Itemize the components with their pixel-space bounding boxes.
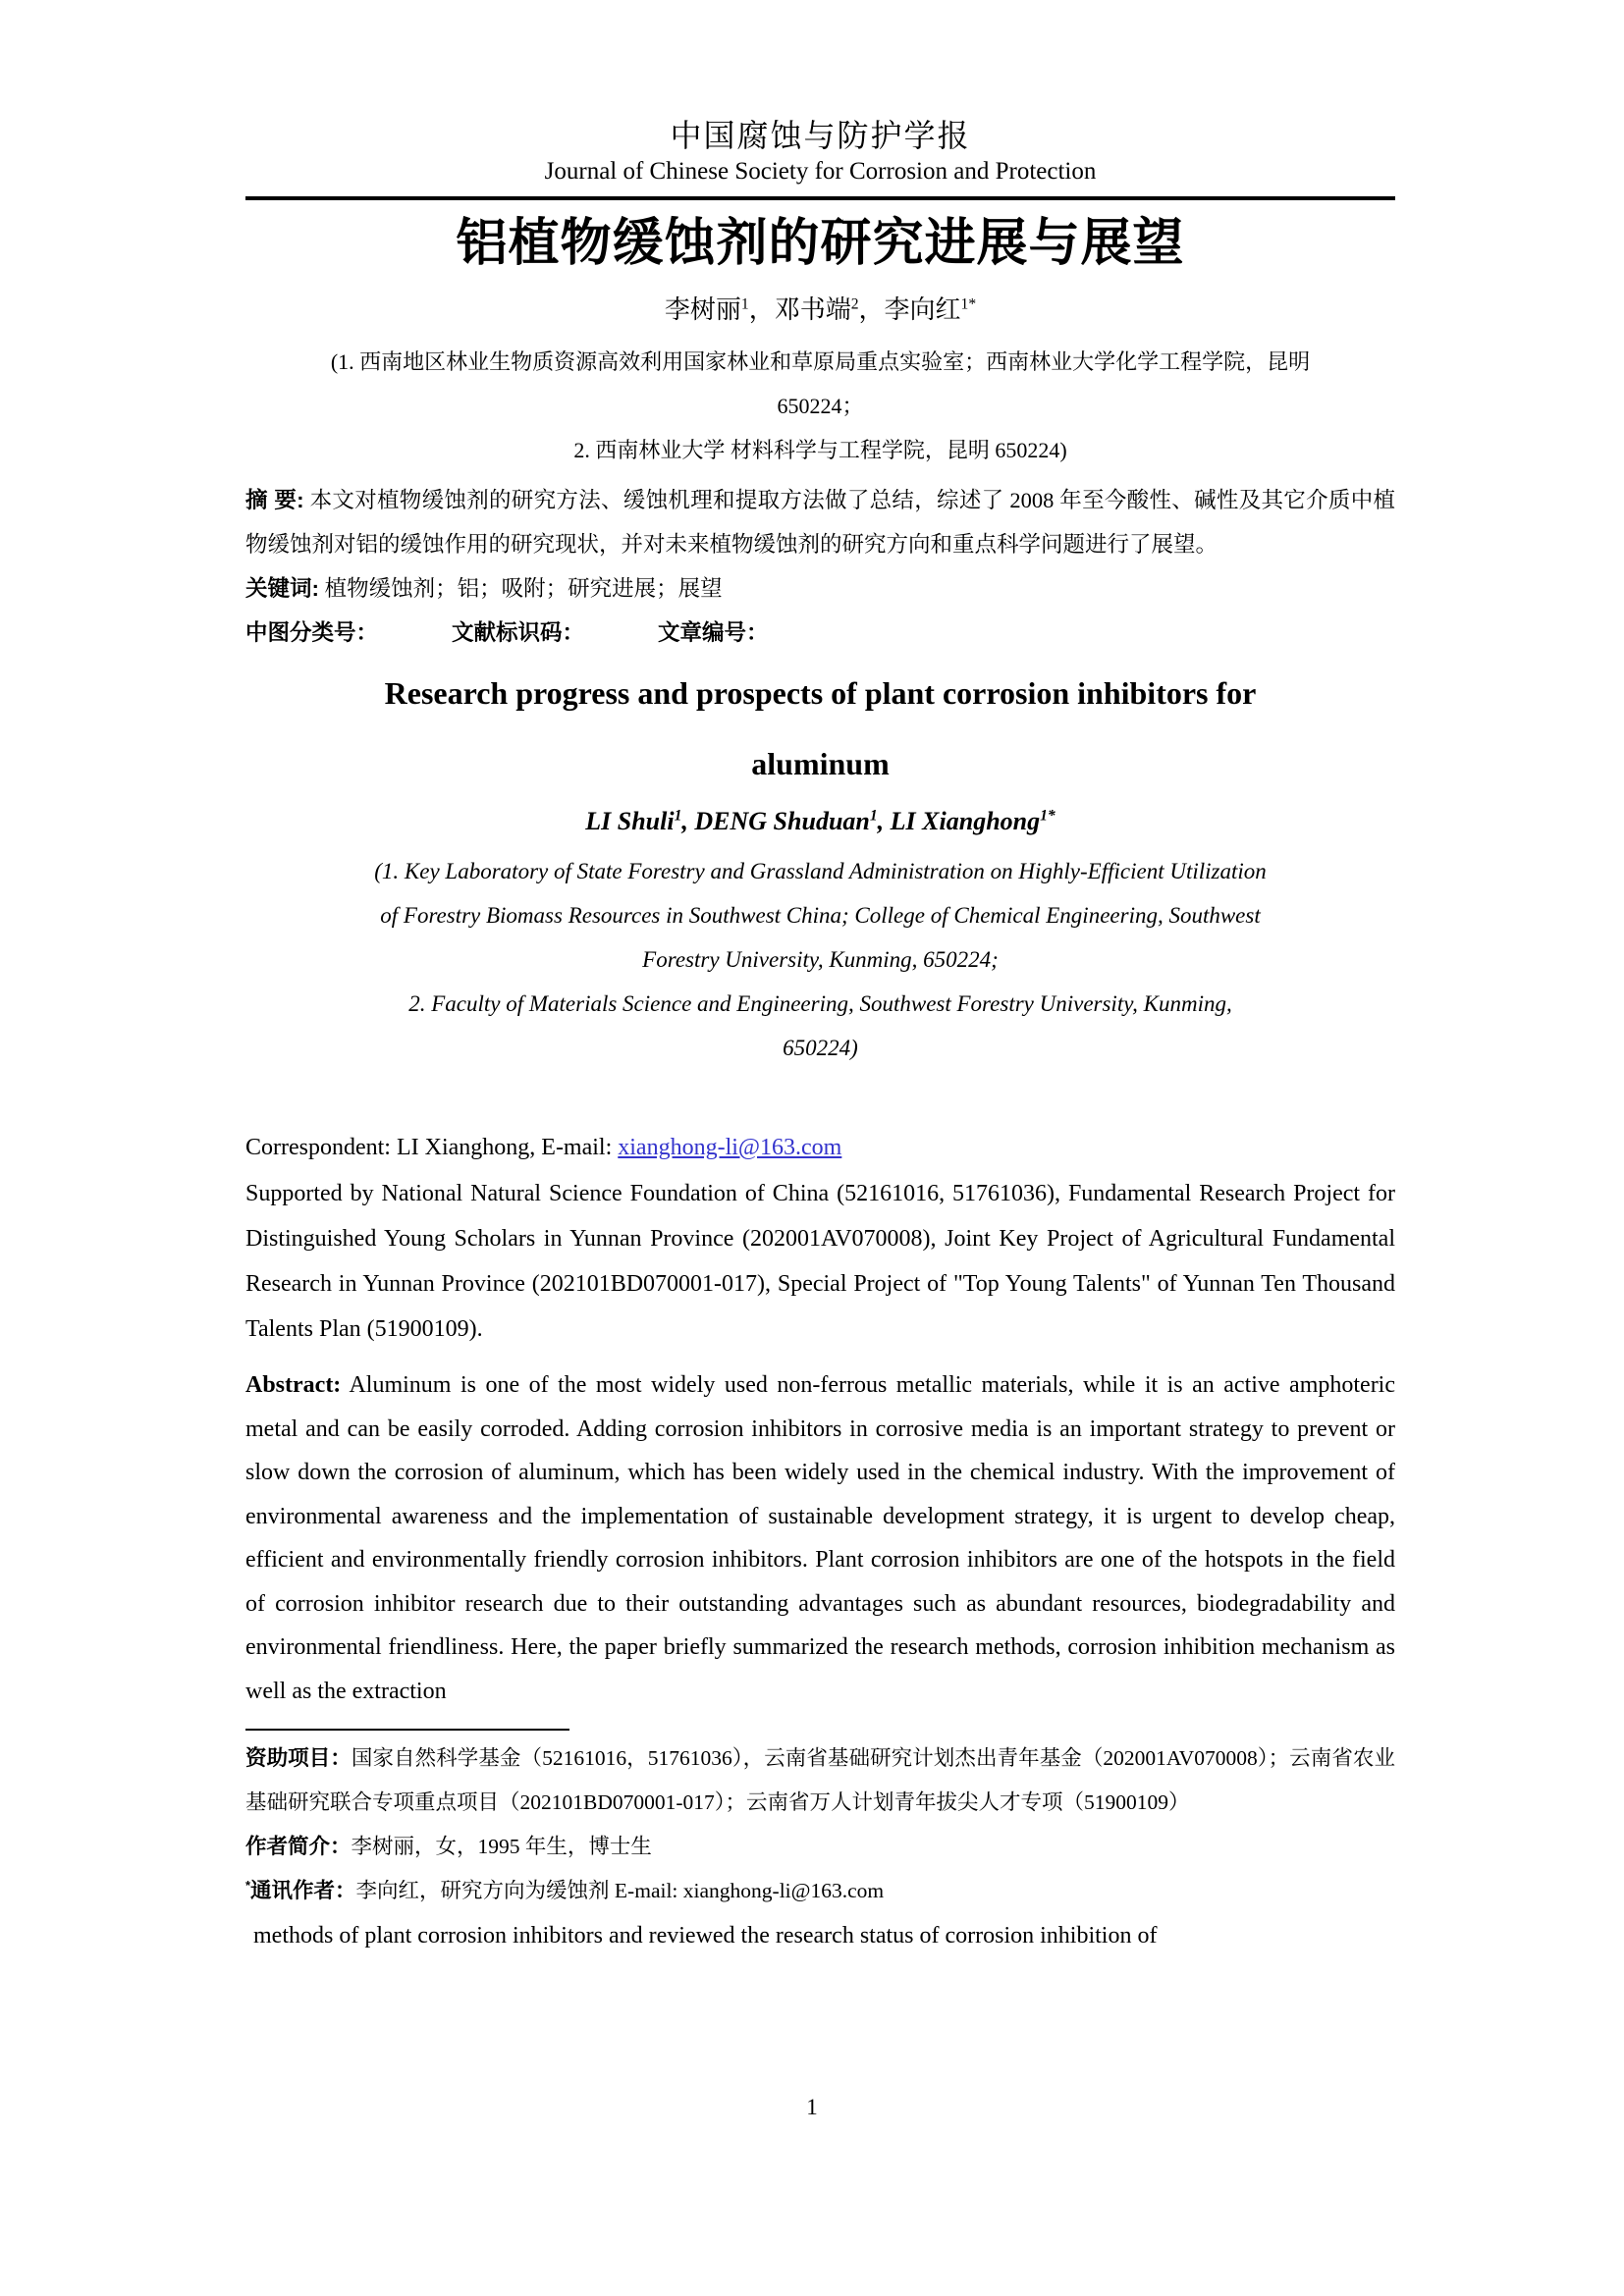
affiliation-cn-line: 650224；: [777, 394, 864, 418]
corresponding-author-asterisk: *: [245, 1877, 251, 1893]
abstract-cn-label: 摘 要:: [245, 488, 304, 512]
abstract-cn: [245, 478, 1395, 566]
article-title-cn: 铝植物缓蚀剂的研究进展与展望: [456, 215, 1185, 272]
keywords-cn: [245, 566, 1395, 611]
journal-title-cn: 中国腐蚀与防护学报: [670, 118, 971, 153]
document-code-label: 文献标识码：: [452, 620, 585, 645]
author-cn-superscript: 1: [740, 295, 749, 313]
header-rule: [245, 196, 1395, 200]
author-cn-superscript: 1*: [960, 295, 977, 313]
journal-title-en: Journal of Chinese Society for Corrosion and Protection: [544, 158, 1097, 185]
article-title-en-line2: aluminum: [751, 746, 890, 781]
correspondent-text: Correspondent: LI Xianghong, E-mail:: [245, 1135, 619, 1160]
corresponding-author-note: [245, 1869, 1395, 1913]
author-en-name: , DENG Shuduan: [681, 807, 870, 835]
affiliation-cn-line: 2. 西南林业大学 材料科学与工程学院，昆明 650224): [573, 438, 1067, 462]
abstract-cn-text: 本文对植物缓蚀剂的研究方法、缓蚀机理和提取方法做了总结，综述了 2008 年至今酸性、碱性及其它介质中植物缓蚀剂对铝的缓蚀作用的研究现状，并对未来植物缓蚀剂的研究方向和重点科学问题进行了展望。: [245, 488, 1396, 557]
affiliation-en-line: (1. Key Laboratory of State Forestry and Grassland Administration on Highly-Efficient Utilization: [374, 859, 1267, 883]
author-cn-superscript: 2: [850, 295, 859, 313]
funding-label: 资助项目：: [245, 1746, 352, 1770]
author-en-superscript: 1: [869, 807, 878, 825]
affiliation-en-line: 650224): [783, 1036, 858, 1060]
author-en-superscript: 1*: [1040, 807, 1056, 825]
footnote-separator: [245, 1729, 569, 1731]
author-bio-note: [245, 1825, 1395, 1869]
funding-text: 国家自然科学基金（52161016，51761036），云南省基础研究计划杰出青年基金（202001AV070008）；云南省农业基础研究联合专项重点项目（202101BD070001-017）；云南省万人计划青年拔尖人才专项（51900109）: [245, 1746, 1395, 1814]
author-bio-text: 李树丽，女，1995 年生，博士生: [351, 1835, 652, 1858]
author-bio-label: 作者简介：: [245, 1835, 352, 1858]
abstract-en-label: Abstract:: [245, 1372, 342, 1398]
keywords-text: 植物缓蚀剂；铝；吸附；研究进展；展望: [324, 576, 723, 601]
author-cn-name: ，李向红: [858, 295, 961, 324]
affiliations-cn: [245, 340, 1395, 472]
correspondent-line: [245, 1125, 1395, 1171]
affiliations-en: [245, 849, 1395, 1070]
author-cn-name: ，邓书端: [748, 295, 851, 324]
abstract-en-continuation: methods of plant corrosion inhibitors and reviewed the research status of corrosion inhibition of: [253, 1923, 1158, 1949]
authors-cn: [245, 291, 1395, 330]
affiliation-en-line: Forestry University, Kunming, 650224;: [642, 947, 999, 972]
author-cn-name: 李树丽: [664, 295, 741, 324]
keywords-label: 关键词:: [245, 576, 319, 601]
funding-note: [245, 1736, 1395, 1825]
article-id-label: 文章编号：: [658, 620, 769, 645]
clc-number-label: 中图分类号：: [245, 620, 379, 645]
supported-by-text: Supported by National Natural Science Foundation of China (52161016, 51761036), Fundamental Research Project for Distinguished Young Scholars in Yunnan Province (202001AV070008), Joint Key Project of Agricultural Fundamental Research in Yunnan Province (202101BD070001-017), Special Project of "Top Young Talents" of Yunnan Ten Thousand Talents Plan (51900109).: [245, 1181, 1395, 1342]
author-en-name: LI Shuli: [585, 807, 675, 835]
footnotes: [245, 1736, 1395, 1913]
page-number: 1: [806, 2095, 818, 2119]
email-link[interactable]: xianghong-li@163.com: [618, 1135, 842, 1160]
corresponding-author-text: 李向红，研究方向为缓蚀剂 E-mail: xianghong-li@163.com: [355, 1879, 885, 1902]
author-en-superscript: 1: [674, 807, 682, 825]
affiliation-en-line: of Forestry Biomass Resources in Southwest China; College of Chemical Engineering, Southwest: [380, 903, 1261, 928]
affiliation-en-line: 2. Faculty of Materials Science and Engineering, Southwest Forestry University, Kunming,: [408, 991, 1232, 1016]
corresponding-author-label: 通讯作者：: [250, 1879, 356, 1902]
affiliation-cn-line: (1. 西南地区林业生物质资源高效利用国家林业和草原局重点实验室；西南林业大学化学工程学院，昆明: [330, 349, 1311, 374]
abstract-en: [245, 1363, 1395, 1713]
author-en-name: , LI Xianghong: [877, 807, 1041, 835]
classification-line: [245, 611, 1395, 655]
authors-en: [245, 802, 1395, 841]
article-title-en-line1: Research progress and prospects of plant corrosion inhibitors for: [384, 675, 1257, 711]
abstract-en-text: Aluminum is one of the most widely used non-ferrous metallic materials, while it is an active amphoteric metal and can be easily corroded. Adding corrosion inhibitors in corrosive media is an important strategy to prevent or slow down the corrosion of aluminum, which has been widely used in the chemical industry. With the improvement of environmental awareness and the implementation of sustainable development strategy, it is urgent to develop cheap, efficient and environmentally friendly corrosion inhibitors. Plant corrosion inhibitors are one of the hotspots in the field of corrosion inhibitor research due to their outstanding advantages such as abundant resources, biodegradability and environmental friendliness. Here, the paper briefly summarized the research methods, corrosion inhibition mechanism as well as the extraction: [245, 1372, 1395, 1704]
